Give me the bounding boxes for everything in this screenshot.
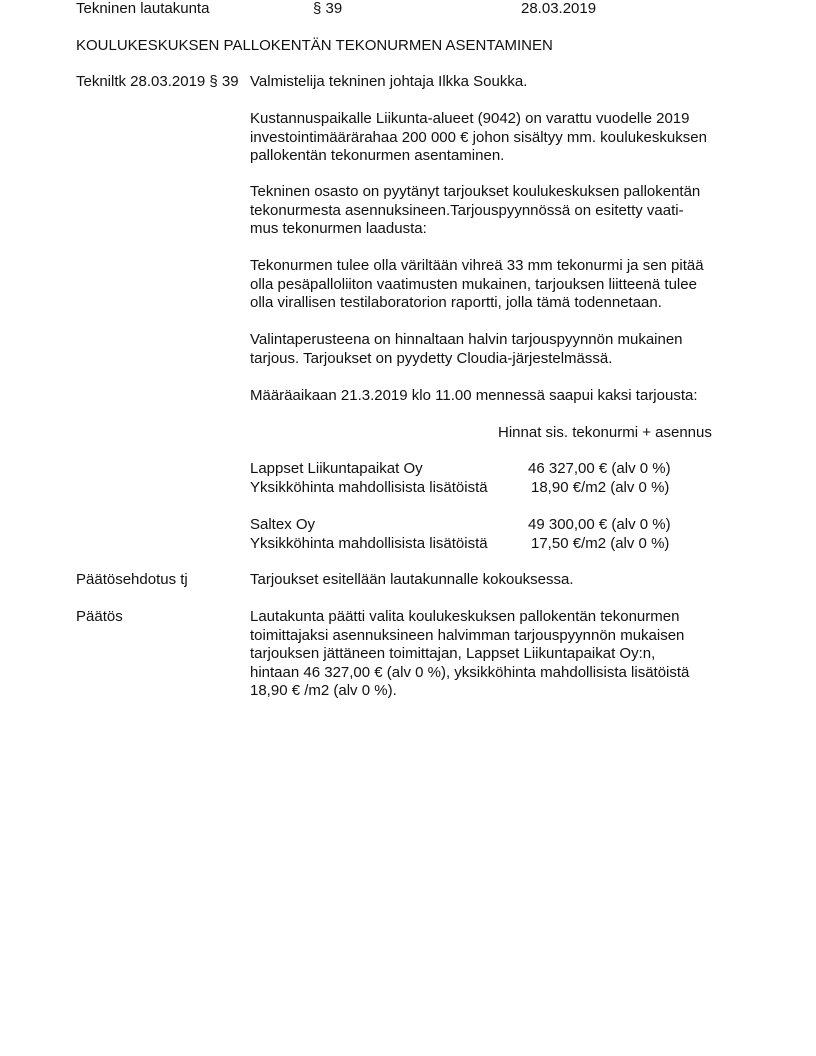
proposal-label: Päätösehdotus tj bbox=[76, 571, 188, 588]
paragraph-line: olla virallisen testilaboratorion raportti, jolla tämä todennetaan. bbox=[250, 294, 662, 312]
offer-company: Saltex Oy bbox=[250, 516, 316, 533]
paragraph-line: tarjous. Tarjoukset on pyydetty Cloudia-järjestelmässä. bbox=[250, 349, 613, 367]
offer-unit-label: Yksikköhinta mahdollisista lisätöistä bbox=[250, 535, 488, 552]
paragraph-line: pallokentän tekonurmen asentaminen. bbox=[250, 147, 505, 165]
proposal-text: Tarjoukset esitellään lautakunnalle kokouksessa. bbox=[250, 571, 574, 588]
paragraph-line: tekonurmesta asennuksineen.Tarjouspyynnössä on esitetty vaati- bbox=[250, 201, 684, 219]
offer-unit-price: 17,50 €/m2 (alv 0 %) bbox=[531, 535, 670, 552]
decision-text bbox=[250, 608, 750, 701]
decision-line: 18,90 € /m2 (alv 0 %). bbox=[250, 682, 397, 700]
paragraph-deadline: Määräaikaan 21.3.2019 klo 11.00 mennessä saapui kaksi tarjousta: bbox=[250, 387, 698, 404]
paragraph-line: Valintaperusteena on hinnaltaan halvin tarjouspyynnön mukainen bbox=[250, 331, 683, 348]
decision-line: Lautakunta päätti valita koulukeskuksen pallokentän tekonurmen bbox=[250, 608, 680, 625]
paragraph-requirements bbox=[250, 257, 750, 313]
decision-line: toimittajaksi asennuksineen halvimman tarjouspyynnön mukaisen bbox=[250, 626, 685, 644]
paragraph-line: mus tekonurmen laadusta: bbox=[250, 220, 427, 238]
offer-company: Lappset Liikuntapaikat Oy bbox=[250, 460, 423, 477]
paragraph-line: Tekonurmen tulee olla väriltään vihreä 33 mm tekonurmi ja sen pitää bbox=[250, 257, 704, 274]
paragraph-line: Tekninen osasto on pyytänyt tarjoukset koulukeskuksen pallokentän bbox=[250, 183, 701, 200]
paragraph-line: Kustannuspaikalle Liikunta-alueet (9042) on varattu vuodelle 2019 bbox=[250, 110, 690, 127]
committee-name: Tekninen lautakunta bbox=[76, 0, 210, 17]
preparer-text: Valmistelija tekninen johtaja Ilkka Soukka. bbox=[250, 73, 528, 90]
paragraph-line: olla pesäpalloliiton vaatimusten mukainen, tarjouksen liitteenä tulee bbox=[250, 275, 697, 293]
paragraph-request bbox=[250, 183, 750, 239]
offer-unit-label: Yksikköhinta mahdollisista lisätöistä bbox=[250, 479, 488, 496]
section-number: § 39 bbox=[313, 0, 343, 17]
decision-line: hintaan 46 327,00 € (alv 0 %), yksikköhinta mahdollisista lisätöistä bbox=[250, 663, 690, 681]
offer-price: 49 300,00 € (alv 0 %) bbox=[528, 516, 671, 533]
meeting-date: 28.03.2019 bbox=[521, 0, 597, 17]
preparer-reference: Tekniltk 28.03.2019 § 39 bbox=[76, 73, 239, 90]
offer-unit-price: 18,90 €/m2 (alv 0 %) bbox=[531, 479, 670, 496]
document-title: KOULUKESKUKSEN PALLOKENTÄN TEKONURMEN ASENTAMINEN bbox=[76, 37, 553, 54]
paragraph-criteria bbox=[250, 331, 750, 368]
paragraph-budget bbox=[250, 110, 750, 166]
paragraph-line: investointimäärärahaa 200 000 € johon sisältyy mm. koulukeskuksen bbox=[250, 128, 707, 146]
decision-label: Päätös bbox=[76, 608, 123, 625]
offers-caption: Hinnat sis. tekonurmi + asennus bbox=[498, 424, 712, 441]
decision-line: tarjouksen jättäneen toimittajan, Lappset Liikuntapaikat Oy:n, bbox=[250, 645, 656, 663]
offer-price: 46 327,00 € (alv 0 %) bbox=[528, 460, 671, 477]
